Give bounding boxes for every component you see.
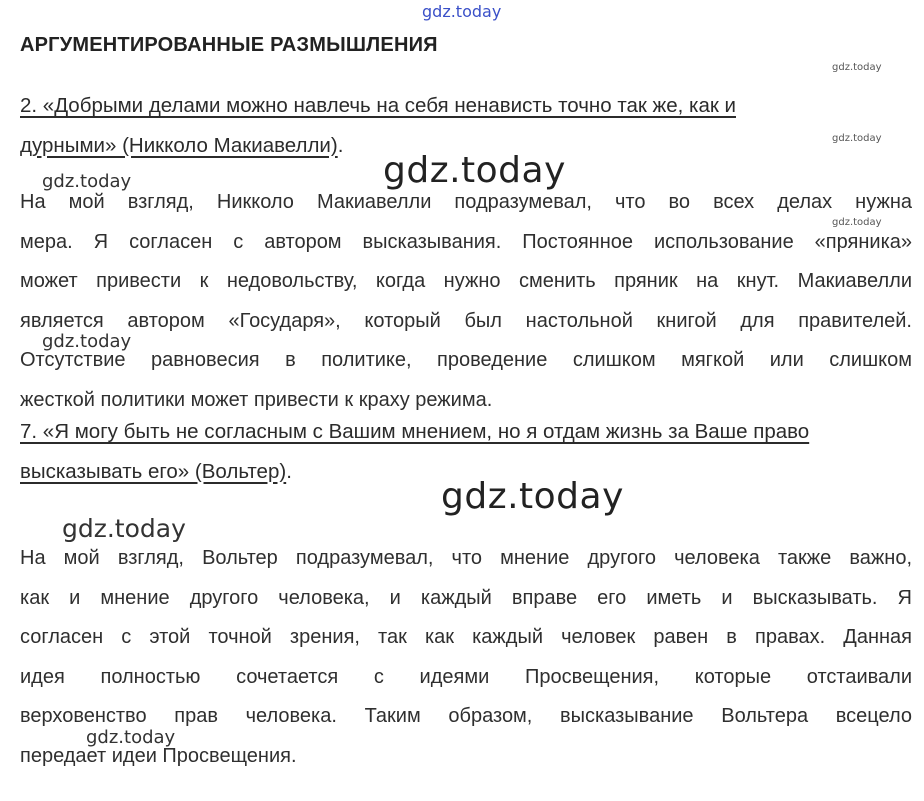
answer-paragraph <box>20 539 912 776</box>
watermark-large: gdz.today <box>383 150 566 191</box>
watermark-small: gdz.today <box>832 217 882 228</box>
watermark-medium: gdz.today <box>86 727 176 748</box>
paragraph-line: верховенство прав человека. Таким образом, высказывание Вольтера всецело <box>20 705 912 727</box>
watermark-top: gdz.today <box>422 2 502 21</box>
quote-line: 2. «Добрыми делами можно навлечь на себя ненависть точно так же, как и <box>20 94 736 117</box>
paragraph-line: является автором «Государя», который был настольной книгой для правителей. <box>20 309 912 332</box>
watermark-large: gdz.today <box>441 476 624 517</box>
paragraph-line: жесткой политики может привести к краху режима. <box>20 388 493 411</box>
paragraph-line: идея полностью сочетается с идеями Просвещения, которые отстаивали <box>20 665 912 688</box>
answer-paragraph <box>20 183 912 420</box>
quote-line: дурными» (Никколо Макиавелли). <box>20 133 344 157</box>
watermark-medium: gdz.today <box>42 171 132 192</box>
paragraph-line: Отсутствие равновесия в политике, проведение слишком мягкой или слишком <box>20 349 912 371</box>
paragraph-line: На мой взгляд, Никколо Макиавелли подразумевал, что во всех делах нужна <box>20 191 912 213</box>
paragraph-line: мера. Я согласен с автором высказывания. Постоянное использование «пряника» <box>20 230 912 253</box>
watermark-small: gdz.today <box>832 62 882 73</box>
paragraph-line: может привести к недовольству, когда нужно сменить пряник на кнут. Макиавелли <box>20 270 912 292</box>
paragraph-line: как и мнение другого человека, и каждый вправе его иметь и высказывать. Я <box>20 586 912 609</box>
quote-block <box>20 86 913 165</box>
paragraph-line: согласен с этой точной зрения, так как каждый человек равен в правах. Данная <box>20 626 912 648</box>
watermark-medium: gdz.today <box>42 331 132 352</box>
quote-line: 7. «Я могу быть не согласным с Вашим мнением, но я отдам жизнь за Ваше право <box>20 420 810 443</box>
watermark-small: gdz.today <box>832 133 882 144</box>
paragraph-line: передает идеи Просвещения. <box>20 744 297 767</box>
quote-line: высказывать его» (Вольтер). <box>20 459 292 483</box>
watermark-medium: gdz.today <box>62 514 186 543</box>
paragraph-line: На мой взгляд, Вольтер подразумевал, что мнение другого человека также важно, <box>20 547 912 569</box>
page-title: АРГУМЕНТИРОВАННЫЕ РАЗМЫШЛЕНИЯ <box>20 34 438 56</box>
quote-block <box>20 412 913 491</box>
